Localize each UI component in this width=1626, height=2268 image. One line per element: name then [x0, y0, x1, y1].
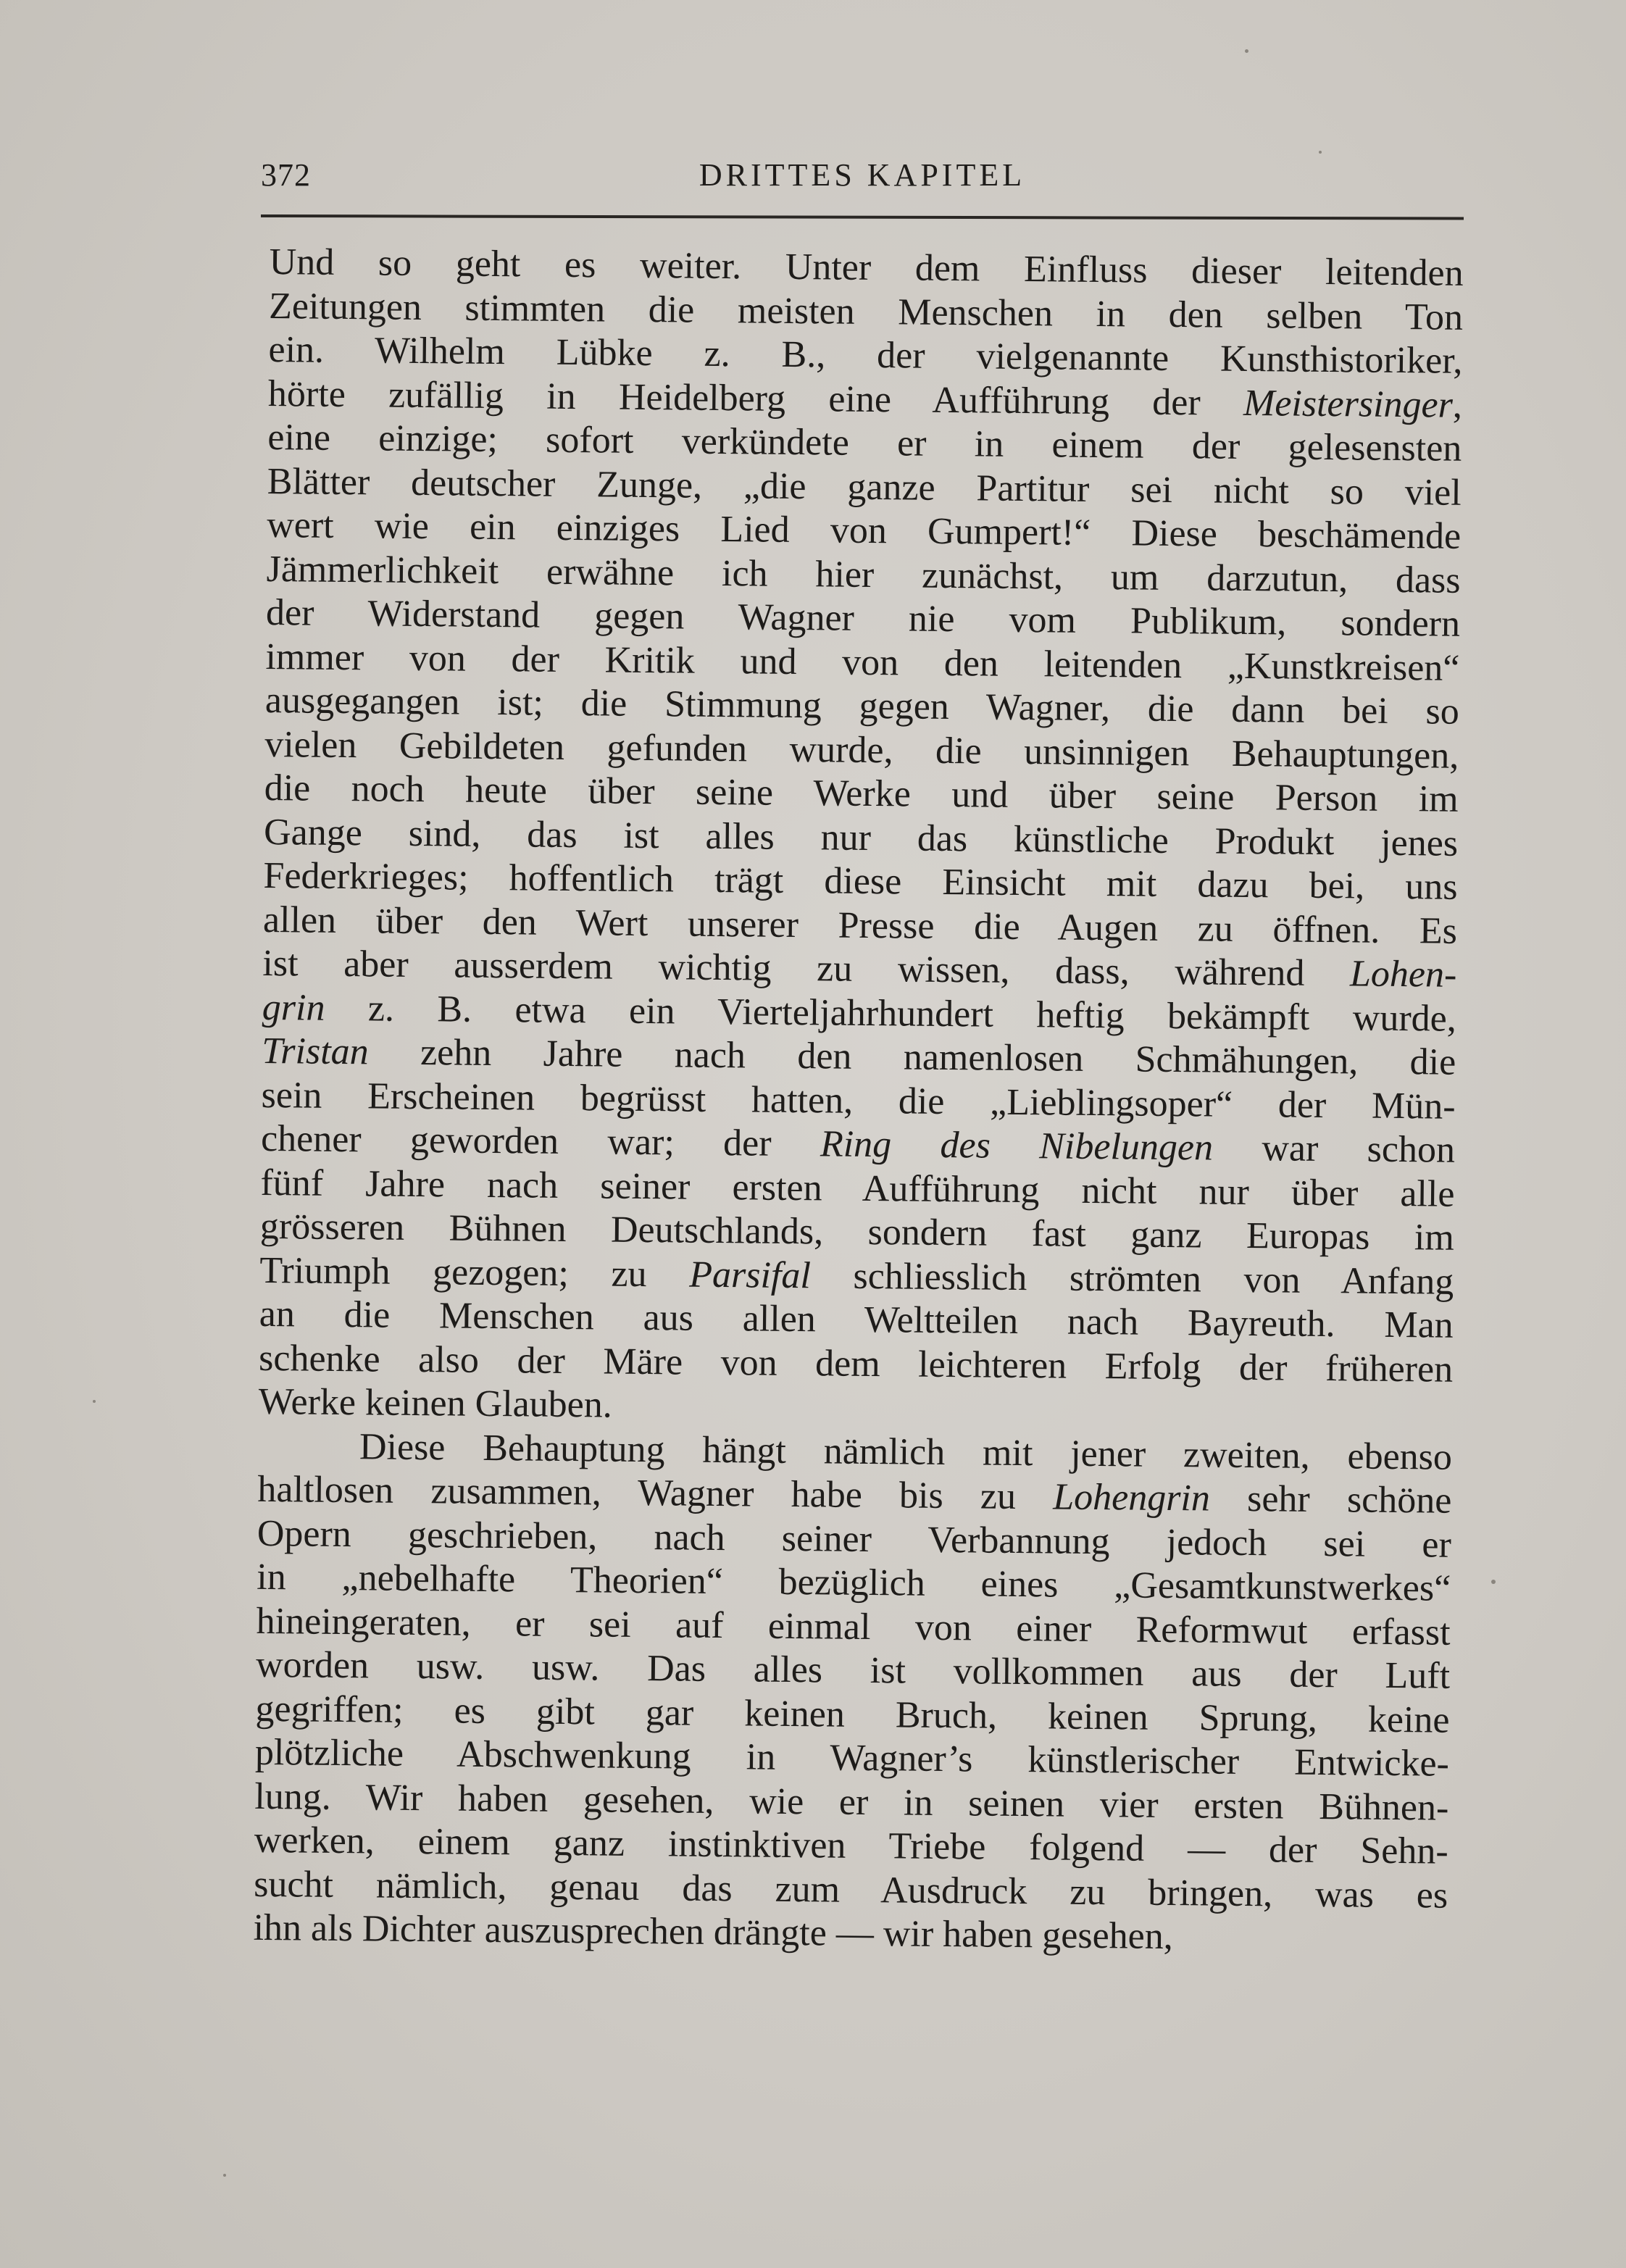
text-segment: fünf Jahre nach seiner ersten Aufführung nicht nur über alle: [260, 1162, 1455, 1215]
italic-title: Meistersinger: [1243, 382, 1454, 426]
text-segment: chener geworden war; der: [260, 1117, 821, 1165]
text-segment: sehr schöne: [1209, 1477, 1452, 1522]
text-segment: Jämmerlichkeit erwähne ich hier zunächst, um darzutun, dass: [266, 548, 1461, 601]
paper-speck: [1491, 1580, 1496, 1584]
text-segment: sein Erscheinen begrüsst hatten, die „Lieblingsoper“ der Mün-: [261, 1074, 1456, 1127]
text-segment: haltlosen zusammen, Wagner habe bis zu: [257, 1468, 1054, 1518]
text-segment: hineingeraten, er sei auf einmal von einer Reformwut erfasst: [256, 1600, 1451, 1654]
text-segment: z. B. etwa ein Vierteljahrhundert heftig bekämpft wurde,: [325, 987, 1457, 1040]
text-segment: war schon: [1212, 1127, 1456, 1171]
text-segment: lung. Wir haben gesehen, wie er in seinen vier ersten Bühnen-: [254, 1775, 1449, 1829]
text-segment: die noch heute über seine Werke und über seine Person im: [264, 767, 1459, 820]
text-segment: wert wie ein einziges Lied von Gumpert!“ Diese beschämende: [266, 504, 1462, 557]
text-segment: allen über den Wert unserer Presse die Augen zu öffnen. Es: [262, 899, 1458, 952]
text-segment: Werke keinen Glauben.: [258, 1380, 613, 1426]
page-number: 372: [261, 157, 311, 193]
text-segment: hörte zufällig in Heidelberg eine Aufführung der: [267, 372, 1244, 424]
italic-title: Parsifal: [688, 1254, 812, 1296]
text-segment: ein. Wilhelm Lübke z. B., der vielgenannte Kunsthistoriker,: [268, 328, 1463, 382]
header-rule: [261, 214, 1464, 220]
italic-title: Ring des Nibelungen: [820, 1123, 1214, 1169]
paper-speck: [1245, 49, 1248, 53]
text-segment: ,: [1452, 384, 1463, 426]
text-segment: ihn als Dichter auszusprechen drängte — wir haben gesehen,: [253, 1906, 1174, 1958]
text-segment: schenke also der Märe von dem leichteren Erfolg der früheren: [258, 1337, 1454, 1391]
text-segment: sucht nämlich, genau das zum Ausdruck zu bringen, was es: [253, 1863, 1448, 1917]
text-segment: Zeitungen stimmten die meisten Menschen in den selben Ton: [268, 285, 1464, 338]
text-segment: gegriffen; es gibt gar keinen Bruch, keinen Sprung, keine: [255, 1688, 1450, 1741]
text-segment: ausgegangen ist; die Stimmung gegen Wagner, die dann bei so: [264, 679, 1460, 733]
paper-speck: [93, 1400, 96, 1403]
paper-speck: [1319, 151, 1322, 154]
text-segment: ist aber ausserdem wichtig zu wissen, dass, während: [262, 942, 1351, 995]
italic-title: Lohen-: [1349, 953, 1457, 996]
italic-title: Tristan: [261, 1030, 369, 1073]
text-segment: Federkrieges; hoffentlich trägt diese Einsicht mit dazu bei, uns: [263, 854, 1458, 908]
text-segment: Opern geschrieben, nach seiner Verbannung jedoch sei er: [257, 1512, 1452, 1566]
text-segment: eine einzige; sofort verkündete er in einem der gelesensten: [267, 416, 1462, 470]
body-text: [253, 241, 1464, 1961]
text-segment: plötzliche Abschwenkung in Wagner’s künstlerischer Entwicke-: [254, 1731, 1450, 1785]
text-segment: Diese Behauptung hängt nämlich mit jener zweiten, ebenso: [359, 1425, 1453, 1478]
running-head: [261, 157, 1464, 200]
italic-title: grin: [262, 986, 325, 1029]
chapter-title: DRITTES KAPITEL: [699, 157, 1026, 193]
text-segment: Triumph gezogen; zu: [259, 1249, 690, 1296]
text-segment: grösseren Bühnen Deutschlands, sondern fast ganz Europas im: [259, 1205, 1455, 1259]
text-segment: vielen Gebildeten gefunden wurde, die unsinnigen Behauptungen,: [264, 723, 1459, 777]
text-segment: werken, einem ganz instinktiven Triebe folgend — der Sehn-: [254, 1819, 1449, 1872]
text-segment: in „nebelhafte Theorien“ bezüglich eines „Gesamtkunstwerkes“: [257, 1556, 1451, 1609]
text-segment: worden usw. usw. Das alles ist vollkommen aus der Luft: [255, 1643, 1451, 1697]
text-segment: an die Menschen aus allen Weltteilen nach Bayreuth. Man: [259, 1293, 1454, 1346]
text-segment: schliesslich strömten von Anfang: [810, 1254, 1454, 1303]
text-segment: Gange sind, das ist alles nur das künstliche Produkt jenes: [263, 811, 1459, 864]
text-segment: immer von der Kritik und von den leitenden „Kunstkreisen“: [265, 635, 1460, 689]
text-segment: zehn Jahre nach den namenlosen Schmähungen, die: [368, 1031, 1456, 1083]
text-segment: der Widerstand gegen Wagner nie vom Publikum, sondern: [265, 591, 1461, 645]
text-segment: Und so geht es weiter. Unter dem Einfluss dieser leitenden: [269, 241, 1464, 294]
paper-speck: [223, 2174, 226, 2177]
italic-title: Lohengrin: [1052, 1476, 1211, 1519]
text-segment: Blätter deutscher Zunge, „die ganze Partitur sei nicht so viel: [267, 460, 1462, 514]
